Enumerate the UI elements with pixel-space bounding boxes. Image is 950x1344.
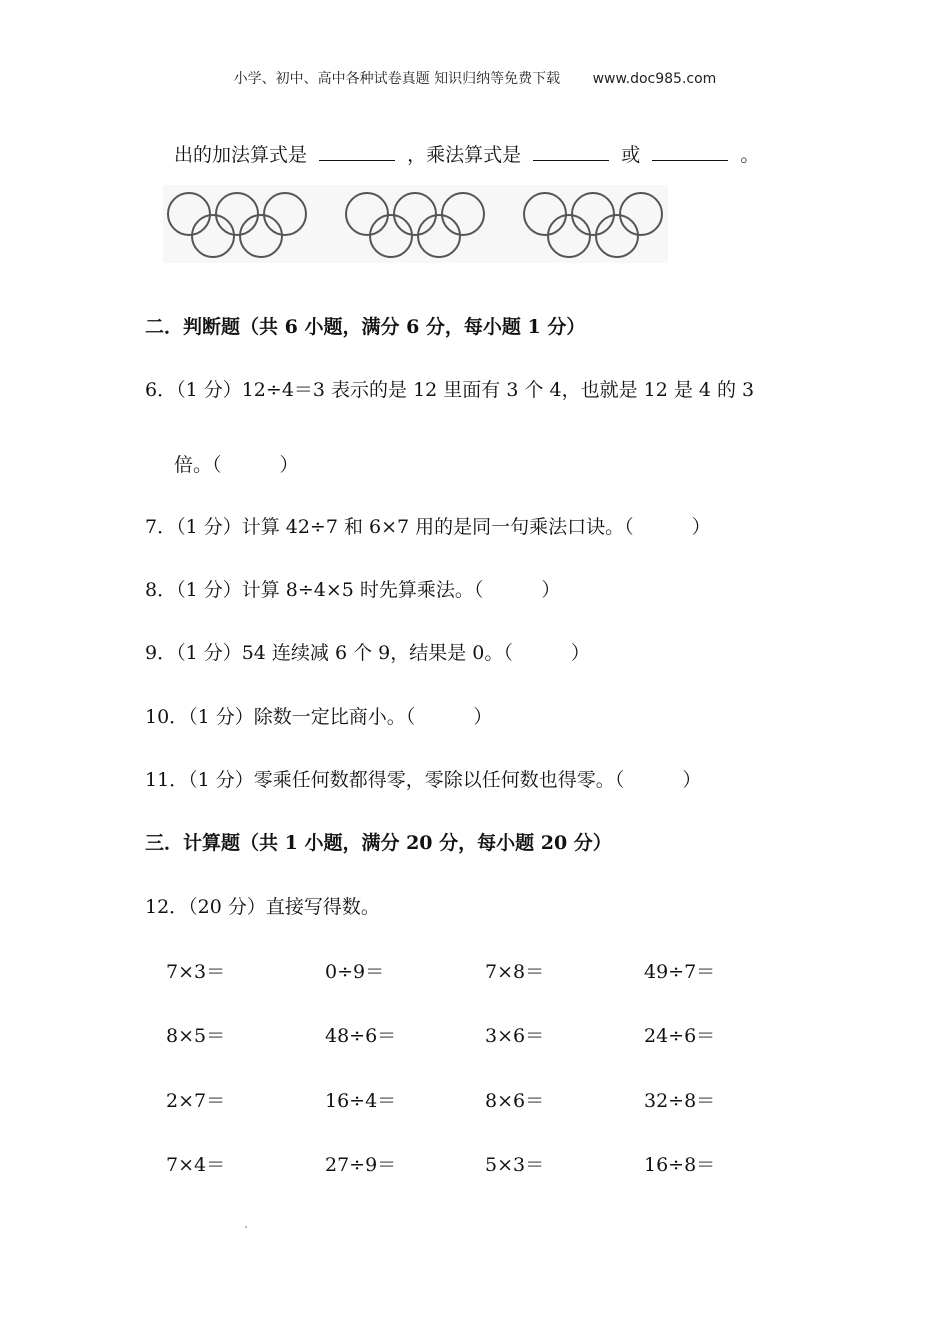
calc-item: 16÷4＝ [325, 1090, 397, 1112]
question-10 [145, 702, 492, 729]
multiplication-blank-1[interactable] [533, 142, 609, 161]
question-6-text: 倍。（ [174, 454, 222, 476]
question-12: 12．（20 分）直接写得数。 [145, 896, 380, 918]
calc-item: 8×6＝ [485, 1090, 545, 1112]
question-8 [145, 575, 560, 602]
ring-shape [394, 193, 436, 235]
calc-item: 49÷7＝ [644, 961, 716, 983]
question-10-close: ） [473, 706, 493, 728]
calc-item: 32÷8＝ [644, 1090, 716, 1112]
calc-item: 8×5＝ [166, 1025, 226, 1047]
ring-shape [524, 193, 566, 235]
ring-shape [240, 215, 282, 257]
rings-svg [163, 185, 668, 263]
ring-shape [596, 215, 638, 257]
ring-shape [192, 215, 234, 257]
q5-part1: 出的加法算式是 [174, 144, 308, 166]
ring-shape [168, 193, 210, 235]
addition-blank[interactable] [319, 142, 395, 161]
calc-item: 0÷9＝ [325, 961, 385, 983]
header-site: www.doc985.com [592, 71, 717, 87]
ring-shape [572, 193, 614, 235]
question-8-close: ） [541, 579, 561, 601]
question-10-text: 10．（1 分）除数一定比商小。（ [145, 706, 416, 728]
question-8-text: 8．（1 分）计算 8÷4×5 时先算乘法。（ [145, 579, 484, 601]
ring-shape [346, 193, 388, 235]
multiplication-blank-2[interactable] [652, 142, 728, 161]
q5-part3: 或 [621, 144, 641, 166]
calc-item: 48÷6＝ [325, 1025, 397, 1047]
calc-item: 27÷9＝ [325, 1154, 397, 1176]
question-7-close: ） [691, 516, 711, 538]
ring-shape [370, 215, 412, 257]
rings-figure [163, 185, 668, 263]
question-7 [145, 512, 711, 539]
question-9 [145, 638, 590, 665]
stray-dot [245, 1226, 247, 1228]
calc-item: 16÷8＝ [644, 1154, 716, 1176]
section2-title: 二．判断题（共 6 小题，满分 6 分，每小题 1 分） [145, 316, 586, 338]
q5-tail-line [174, 140, 759, 167]
calc-item: 7×8＝ [485, 961, 545, 983]
ring-shape [620, 193, 662, 235]
ring-shape [442, 193, 484, 235]
question-11-close: ） [682, 769, 702, 791]
question-9-text: 9．（1 分）54 连续减 6 个 9，结果是 0。（ [145, 642, 513, 664]
question-9-close: ） [570, 642, 590, 664]
calc-item: 2×7＝ [166, 1090, 226, 1112]
question-11 [145, 765, 701, 792]
ring-shape [418, 215, 460, 257]
ring-shape [264, 193, 306, 235]
question-6-line2 [174, 450, 299, 477]
section3-title: 三．计算题（共 1 小题，满分 20 分，每小题 20 分） [145, 832, 612, 854]
calc-item: 5×3＝ [485, 1154, 545, 1176]
question-7-text: 7．（1 分）计算 42÷7 和 6×7 用的是同一句乘法口诀。（ [145, 516, 634, 538]
question-6-close: ） [279, 454, 299, 476]
calc-item: 7×3＝ [166, 961, 226, 983]
calc-item: 7×4＝ [166, 1154, 226, 1176]
page-header [0, 68, 950, 88]
calc-item: 24÷6＝ [644, 1025, 716, 1047]
ring-shape [548, 215, 590, 257]
ring-shape [216, 193, 258, 235]
q5-part2: ，乘法算式是 [407, 144, 522, 166]
calc-item: 3×6＝ [485, 1025, 545, 1047]
question-11-text: 11．（1 分）零乘任何数都得零，零除以任何数也得零。（ [145, 769, 625, 791]
header-text: 小学、初中、高中各种试卷真题 知识归纳等免费下载 [233, 71, 561, 87]
question-6-line1: 6．（1 分）12÷4＝3 表示的是 12 里面有 3 个 4，也就是 12 是 4 的 3 [145, 379, 755, 401]
q5-part4: 。 [740, 144, 760, 166]
